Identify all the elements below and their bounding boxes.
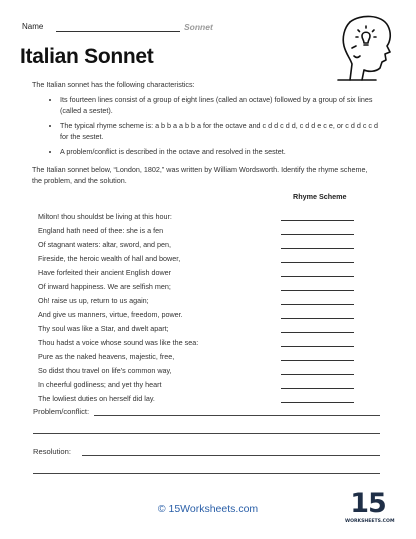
poem-line: Have forfeited their ancient English dower — [38, 268, 172, 277]
characteristic-item: • The typical rhyme scheme is: a b b a a b b a for the octave and c d d c d d, c d d e c e, or c d d c c d for the sestet. — [60, 121, 380, 142]
topic-label: Sonnet — [184, 22, 213, 32]
poem-line: In cheerful godliness; and yet thy heart — [38, 380, 162, 389]
problem-label: Problem/conflict: — [33, 407, 90, 416]
poem-line: Thou hadst a voice whose sound was like the sea: — [38, 338, 199, 347]
resolution-label: Resolution: — [33, 447, 71, 456]
intro-text: The Italian sonnet has the following characteristics: — [32, 80, 195, 89]
page-title: Italian Sonnet — [20, 45, 154, 68]
poem-line: And give us manners, virtue, freedom, power. — [38, 310, 183, 319]
rhyme-scheme-answer-line[interactable] — [281, 304, 354, 305]
poem-line: Of stagnant waters: altar, sword, and pen, — [38, 240, 172, 249]
resolution-answer-line[interactable] — [33, 473, 380, 474]
footer-copyright[interactable]: © 15Worksheets.com — [157, 503, 259, 515]
name-label: Name — [22, 22, 44, 31]
poem-line: The lowliest duties on herself did lay. — [38, 394, 155, 403]
rhyme-scheme-answer-line[interactable] — [281, 346, 354, 347]
poem-line: Milton! thou shouldst be living at this hour: — [38, 212, 172, 221]
poem-line: Of inward happiness. We are selfish men; — [38, 282, 171, 291]
rhyme-scheme-header: Rhyme Scheme — [293, 192, 347, 201]
logo-number: 15 — [350, 488, 386, 519]
problem-answer-line[interactable] — [94, 415, 380, 416]
characteristic-item: • A problem/conflict is described in the octave and resolved in the sestet. — [60, 147, 380, 158]
poem-line: Thy soul was like a Star, and dwelt apart; — [38, 324, 169, 333]
characteristics-list — [32, 95, 380, 163]
rhyme-scheme-answer-line[interactable] — [281, 290, 354, 291]
name-field[interactable] — [56, 31, 180, 32]
rhyme-scheme-answer-line[interactable] — [281, 332, 354, 333]
rhyme-scheme-answer-line[interactable] — [281, 276, 354, 277]
logo-text: WORKSHEETS.COM — [345, 519, 395, 524]
poem-line: England hath need of thee: she is a fen — [38, 226, 164, 235]
rhyme-scheme-answer-line[interactable] — [281, 220, 354, 221]
rhyme-scheme-answer-line[interactable] — [281, 374, 354, 375]
rhyme-scheme-answer-line[interactable] — [281, 262, 354, 263]
poem-line: So didst thou travel on life’s common way, — [38, 366, 172, 375]
rhyme-scheme-answer-line[interactable] — [281, 234, 354, 235]
problem-answer-line[interactable] — [33, 433, 380, 434]
rhyme-scheme-answer-line[interactable] — [281, 360, 354, 361]
rhyme-scheme-answer-line[interactable] — [281, 248, 354, 249]
resolution-answer-line[interactable] — [82, 455, 380, 456]
poem-line: Oh! raise us up, return to us again; — [38, 296, 149, 305]
characteristic-item: • Its fourteen lines consist of a group of eight lines (called an octave) followed by a group of six lines (called a sestet). — [60, 95, 380, 116]
head-with-lightbulb-icon — [330, 12, 398, 84]
rhyme-scheme-answer-line[interactable] — [281, 388, 354, 389]
rhyme-scheme-answer-line[interactable] — [281, 402, 354, 403]
rhyme-scheme-answer-line[interactable] — [281, 318, 354, 319]
worksheets-logo — [345, 488, 395, 532]
task-instructions: The Italian sonnet below, “London, 1802,” was written by William Wordsworth. Identify the rhyme scheme, the problem, and the solution. — [32, 165, 368, 185]
poem-line: Pure as the naked heavens, majestic, free, — [38, 352, 175, 361]
poem-line: Fireside, the heroic wealth of hall and bower, — [38, 254, 181, 263]
